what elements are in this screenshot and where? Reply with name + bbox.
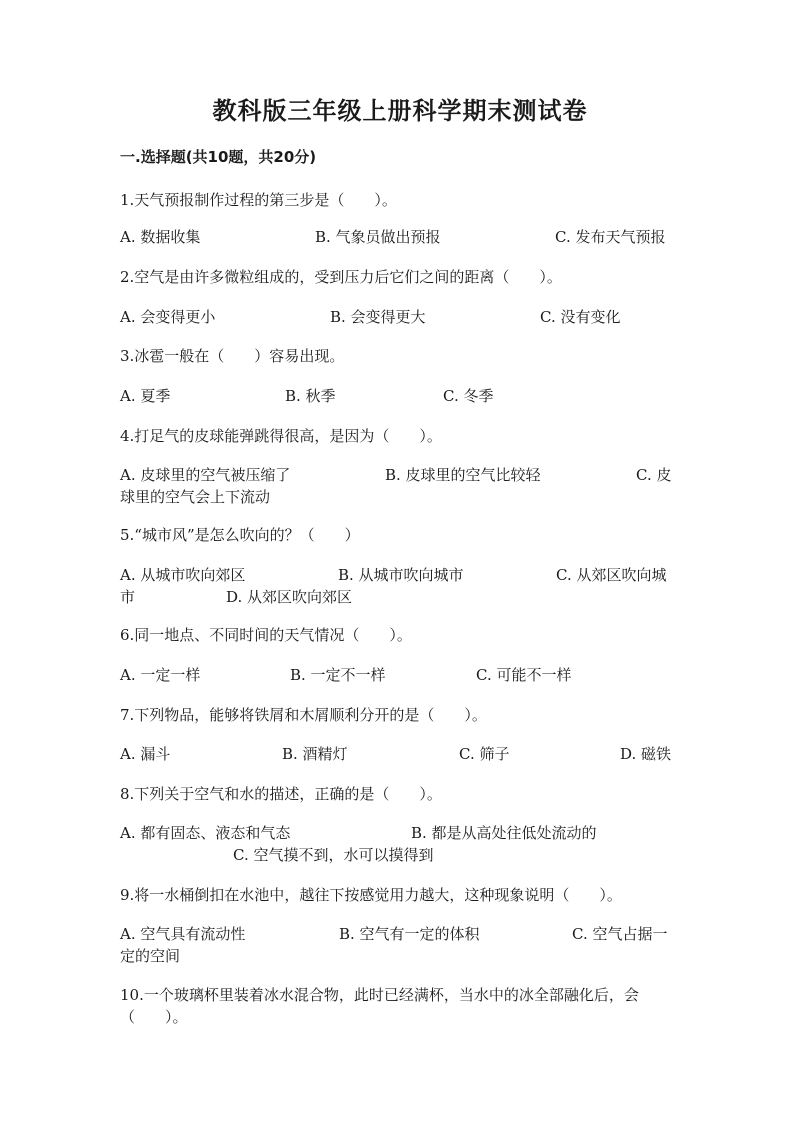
option-c: C. 可能不一样 bbox=[476, 666, 572, 684]
option-c: C. 发布天气预报 bbox=[555, 228, 666, 246]
option-b: B. 气象员做出预报 bbox=[315, 228, 441, 246]
question-options bbox=[120, 923, 680, 945]
option-a: A. 一定一样 bbox=[120, 666, 201, 684]
option-c: C. 空气占据一 bbox=[572, 925, 668, 943]
question-options bbox=[120, 385, 680, 407]
option-a: A. 漏斗 bbox=[120, 745, 171, 763]
question-stem: 2.空气是由许多微粒组成的，受到压力后它们之间的距离（ ）。 bbox=[120, 268, 562, 286]
question-stem: 3.冰雹一般在（ ）容易出现。 bbox=[120, 347, 345, 365]
question-stem: 10.一个玻璃杯里装着冰水混合物，此时已经满杯，当水中的冰全部融化后，会 bbox=[120, 986, 639, 1004]
option-b: B. 空气有一定的体积 bbox=[339, 925, 480, 943]
option-b: B. 从城市吹向城市 bbox=[338, 566, 464, 584]
option-c: C. 皮 bbox=[636, 466, 672, 484]
option-c: C. 冬季 bbox=[443, 387, 494, 405]
question-stem-continued: （ ）。 bbox=[120, 1008, 188, 1026]
option-a: A. 从城市吹向郊区 bbox=[120, 566, 246, 584]
option-c-continued: 定的空间 bbox=[120, 947, 181, 965]
question-stem: 6.同一地点、不同时间的天气情况（ ）。 bbox=[120, 626, 412, 644]
option-c-continued: 市 bbox=[120, 588, 136, 606]
question-options bbox=[120, 226, 680, 248]
option-b: B. 都是从高处往低处流动的 bbox=[411, 824, 597, 842]
option-c-continued: 球里的空气会上下流动 bbox=[120, 488, 271, 506]
option-a: A. 夏季 bbox=[120, 387, 171, 405]
option-c: C. 筛子 bbox=[459, 745, 510, 763]
option-c: C. 从郊区吹向城 bbox=[556, 566, 667, 584]
option-a: A. 空气具有流动性 bbox=[120, 925, 246, 943]
question-options bbox=[120, 306, 680, 328]
option-a: A. 会变得更小 bbox=[120, 308, 216, 326]
question-options bbox=[120, 822, 680, 844]
option-c: C. 没有变化 bbox=[540, 308, 621, 326]
question-stem: 5.“城市风”是怎么吹向的？（ ） bbox=[120, 526, 360, 544]
question-stem: 4.打足气的皮球能弹跳得很高，是因为（ ）。 bbox=[120, 427, 442, 445]
section-heading: 一.选择题(共10题，共20分) bbox=[120, 148, 317, 166]
question-options bbox=[120, 743, 680, 765]
question-stem: 7.下列物品，能够将铁屑和木屑顺利分开的是（ ）。 bbox=[120, 706, 487, 724]
question-options bbox=[120, 664, 680, 686]
page-title: 教科版三年级上册科学期末测试卷 bbox=[212, 97, 588, 125]
option-b: B. 秋季 bbox=[285, 387, 336, 405]
option-b: B. 一定不一样 bbox=[290, 666, 386, 684]
option-b: B. 皮球里的空气比较轻 bbox=[385, 466, 541, 484]
question-stem: 8.下列关于空气和水的描述，正确的是（ ）。 bbox=[120, 785, 442, 803]
option-a: A. 数据收集 bbox=[120, 228, 201, 246]
option-b: B. 会变得更大 bbox=[330, 308, 426, 326]
option-d: D. 从郊区吹向郊区 bbox=[226, 588, 353, 606]
option-c: C. 空气摸不到，水可以摸得到 bbox=[233, 846, 434, 864]
question-options bbox=[120, 464, 680, 486]
question-stem: 1.天气预报制作过程的第三步是（ ）。 bbox=[120, 191, 397, 209]
option-a: A. 皮球里的空气被压缩了 bbox=[120, 466, 291, 484]
option-b: B. 酒精灯 bbox=[282, 745, 348, 763]
question-stem: 9.将一水桶倒扣在水池中，越往下按感觉用力越大，这种现象说明（ ）。 bbox=[120, 886, 622, 904]
option-a: A. 都有固态、液态和气态 bbox=[120, 824, 291, 842]
question-options bbox=[120, 564, 680, 586]
option-d: D. 磁铁 bbox=[620, 745, 672, 763]
